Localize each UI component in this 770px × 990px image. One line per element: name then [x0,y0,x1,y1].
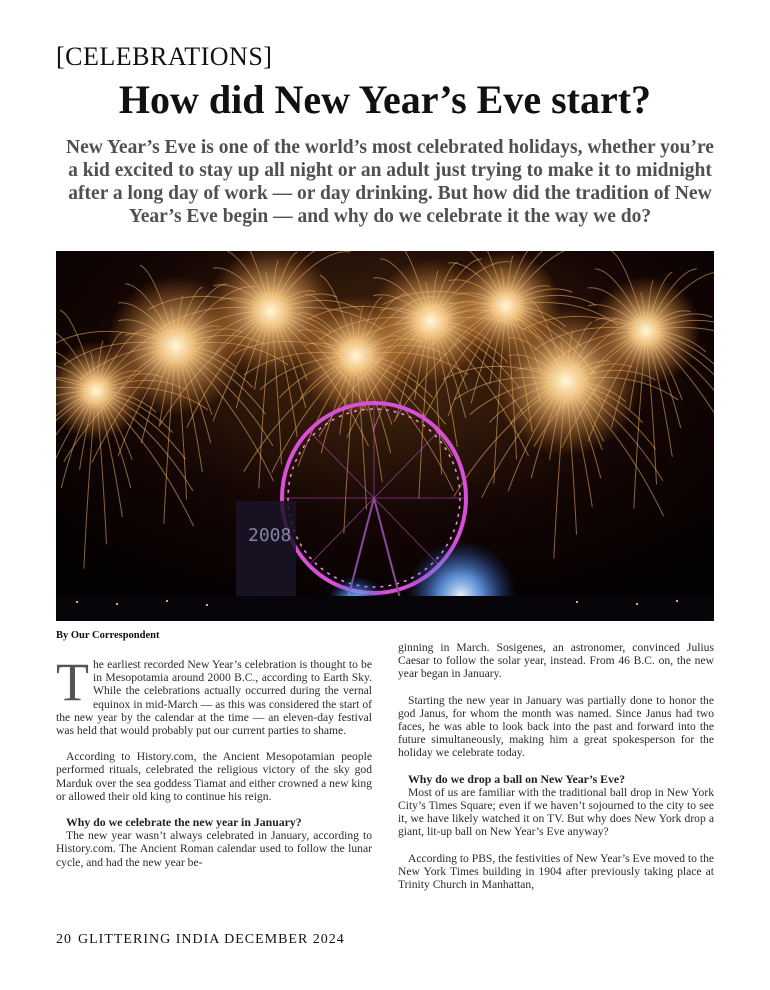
body-column-left [56,652,372,882]
paragraph: According to PBS, the festivities of New Year’s Eve moved to the New York Times building in 1904 after previously taking place at Trinity Church in Manhattan, [398,851,715,892]
article-deck: New Year’s Eve is one of the world’s most celebrated holidays, whether you’re a kid excited to stay up all night or an adult just trying to make it to midnight after a long day of work — or day drinking. But how did the tradition of New Year’s Eve begin — and why do we celebrate it the way we do? [66,137,714,227]
photo-sign-text: 2008 [248,525,292,546]
subheading: Why do we celebrate the new year in January? [66,815,302,830]
fireworks-photo [56,251,714,621]
paragraph: Most of us are familiar with the traditional ball drop in New York City’s Times Square; even if we haven’t sojourned to the city to see it, we have likely watched it on TV. But why does New York drop a giant, lit-up ball on New Year’s Eve anyway? [398,785,714,839]
subheading: Why do we drop a ball on New Year’s Eve? [408,771,626,786]
section-kicker: [CELEBRATIONS] [56,42,273,71]
paragraph: The new year wasn’t always celebrated in January, according to History.com. The Ancient Roman calendar used to follow the lunar cycle, and had the new year be- [56,829,372,869]
byline: By Our Correspondent [56,630,160,641]
page-number: 20 [56,932,72,947]
page-footer [56,932,351,948]
paragraph: ginning in March. Sosigenes, an astronomer, convinced Julius Caesar to follow the solar year, instead. From 46 B.C. on, the new year began in January. [398,641,714,681]
publication-line: GLITTERING INDIA DECEMBER 2024 [78,932,345,947]
paragraph: According to History.com, the Ancient Mesopotamian people performed rituals, celebrated the religious victory of the sky god Marduk over the sea goddess Tiamat and either crowned a new king or allowed their old king to continue his reign. [56,750,372,803]
drop-cap: T [56,652,89,712]
article-headline: How did New Year’s Eve start? [118,77,652,122]
paragraph-intro: The earliest recorded New Year’s celebration is thought to be in Mesopotamia around 2000 B.C., according to Earth Sky. While the celebrations actually occurred during the vernal equinox in mid-March — as this was considered the start of the new year by the calendar at the time — an eleven-day festival was held that would probably put our current parties to shame. [56,652,372,738]
paragraph: Starting the new year in January was partially done to honor the god Janus, for whom the month was named. Since Janus had two faces, he was able to look back into the past and forward into the future simultaneously, making him a great spokesperson for the holiday we celebrate today. [398,693,714,760]
body-column-right [398,641,714,904]
